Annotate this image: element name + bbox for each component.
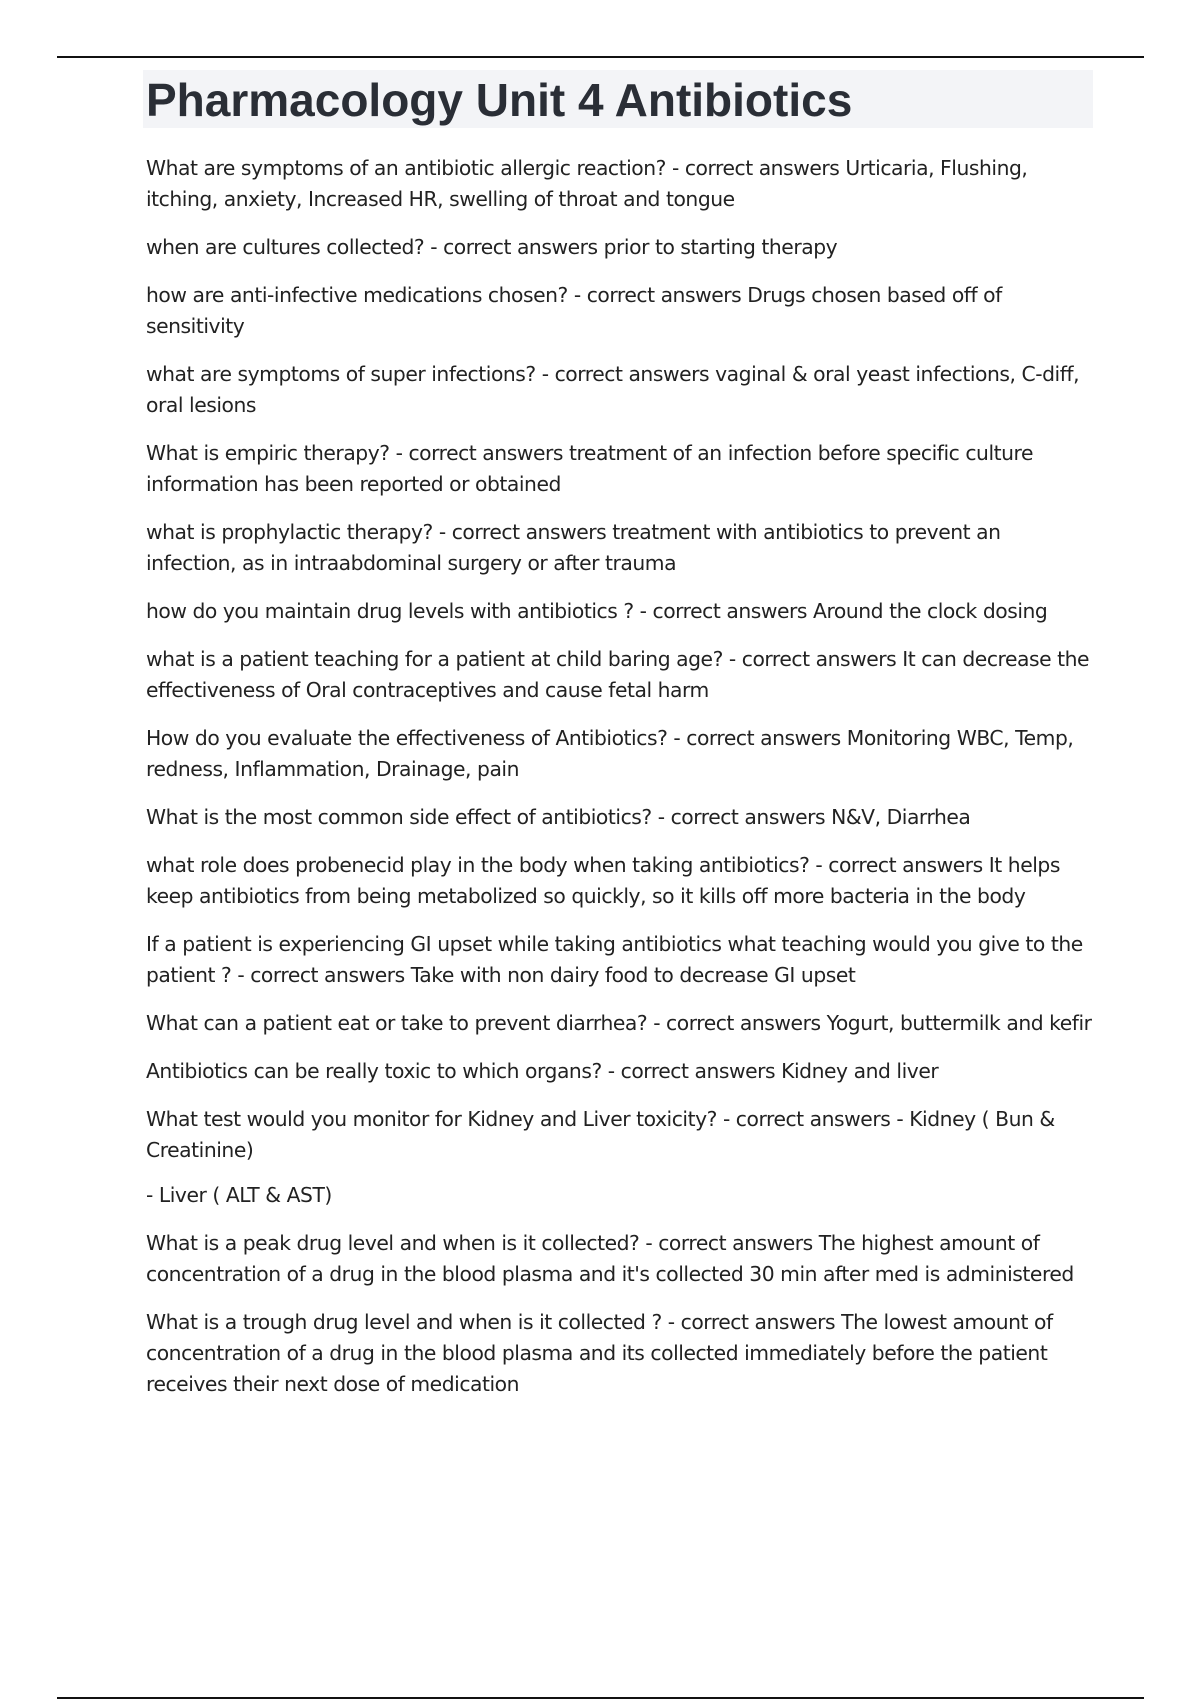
qa-entry-toxic-organs: Antibiotics can be really toxic to which organs? - correct answers Kidney and liver	[146, 1059, 939, 1083]
qa-entry-toxicity-tests: What test would you monitor for Kidney and Liver toxicity? - correct answers - Kidney ( Bun & Creatinine)	[146, 1107, 1055, 1162]
qa-entry-allergic-reaction: What are symptoms of an antibiotic allergic reaction? - correct answers Urticaria, Flushing, itching, anxiety, Increased HR, swelling of throat and tongue	[146, 156, 1028, 211]
qa-entry-empiric-therapy: What is empiric therapy? - correct answers treatment of an infection before specific culture information has been reported or obtained	[146, 441, 1034, 496]
qa-entry-cultures: when are cultures collected? - correct answers prior to starting therapy	[146, 235, 838, 259]
qa-entry-liver-tests: - Liver ( ALT & AST)	[146, 1183, 332, 1207]
qa-entry-trough-level: What is a trough drug level and when is it collected ? - correct answers The lowest amount of concentration of a drug in the blood plasma and its collected immediately before the patient receives their next dose of medication	[146, 1310, 1053, 1396]
qa-entry-medication-choice: how are anti-infective medications chosen? - correct answers Drugs chosen based off of sensitivity	[146, 283, 1002, 338]
qa-entry-peak-level: What is a peak drug level and when is it collected? - correct answers The highest amount of concentration of a drug in the blood plasma and it's collected 30 min after med is administered	[146, 1231, 1074, 1286]
qa-entry-super-infections: what are symptoms of super infections? - correct answers vaginal & oral yeast infections, C-diff, oral lesions	[146, 362, 1080, 417]
qa-entry-drug-levels: how do you maintain drug levels with antibiotics ? - correct answers Around the clock dosing	[146, 599, 1048, 623]
qa-entry-prophylactic-therapy: what is prophylactic therapy? - correct answers treatment with antibiotics to prevent an infection, as in intraabdominal surgery or after trauma	[146, 520, 1001, 575]
qa-entry-probenecid: what role does probenecid play in the body when taking antibiotics? - correct answers It helps keep antibiotics from being metabolized so quickly, so it kills off more bacteria in the body	[146, 853, 1060, 908]
bottom-rule	[57, 1697, 1144, 1699]
qa-list	[146, 153, 1096, 1417]
qa-entry-prevent-diarrhea: What can a patient eat or take to prevent diarrhea? - correct answers Yogurt, buttermilk and kefir	[146, 1011, 1092, 1035]
qa-entry-common-side-effect: What is the most common side effect of antibiotics? - correct answers N&V, Diarrhea	[146, 805, 971, 829]
qa-entry-gi-upset: If a patient is experiencing GI upset while taking antibiotics what teaching would you give to the patient ? - correct answers Take with non dairy food to decrease GI upset	[146, 932, 1083, 987]
qa-entry-evaluate-effectiveness: How do you evaluate the effectiveness of Antibiotics? - correct answers Monitoring WBC, Temp, redness, Inflammation, Drainage, pain	[146, 726, 1074, 781]
page-title: Pharmacology Unit 4 Antibiotics	[146, 74, 853, 126]
top-rule	[57, 56, 1144, 58]
qa-entry-child-baring-age: what is a patient teaching for a patient at child baring age? - correct answers It can decrease the effectiveness of Oral contraceptives and cause fetal harm	[146, 647, 1090, 702]
